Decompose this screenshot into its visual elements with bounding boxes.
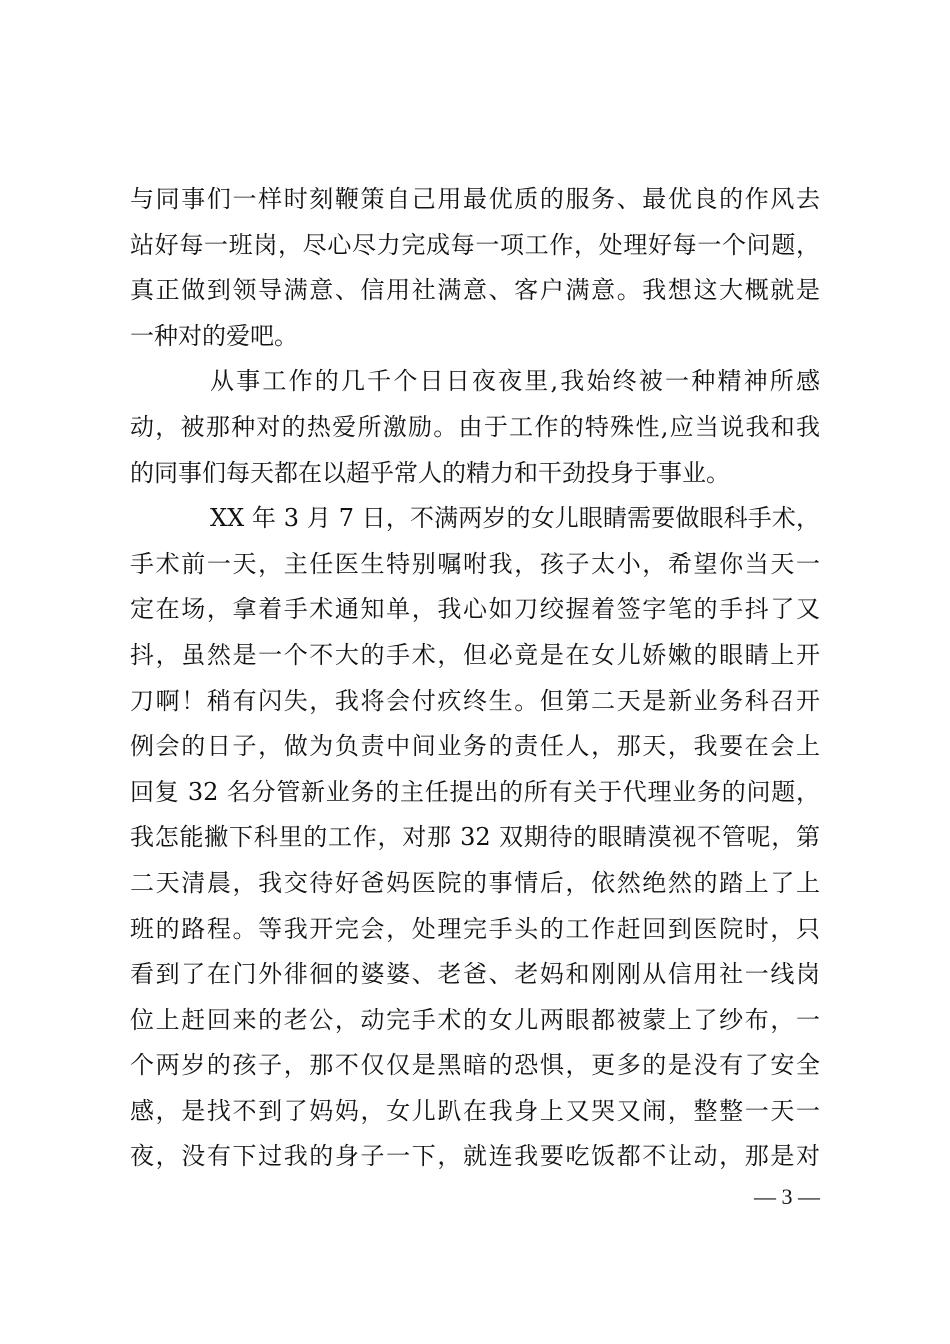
text-line: 抖，虽然是一个不大的手术，但必竟是在女儿娇嫩的眼睛上开 — [130, 640, 820, 669]
body-text — [130, 177, 820, 1180]
text-line: 位上赶回来的老公，动完手术的女儿两眼都被蒙上了纱布，一 — [130, 1005, 820, 1034]
text-line: 二天清晨，我交待好爸妈医院的事情后，依然绝然的踏上了上 — [130, 868, 820, 897]
text-line: 真正做到领导满意、信用社满意、客户满意。我想这大概就是 — [130, 276, 820, 305]
text-line: 一种对的爱吧。 — [130, 321, 298, 350]
text-line: 我怎能撇下科里的工作，对那 32 双期待的眼睛漠视不管呢，第 — [130, 823, 820, 852]
text-line: 例会的日子，做为负责中间业务的责任人，那天，我要在会上 — [130, 732, 820, 761]
text-line: 从事工作的几千个日日夜夜里,我始终被一种精神所感 — [210, 367, 820, 396]
paragraph-3 — [130, 496, 820, 1180]
page-number: — 3 — — [754, 1184, 820, 1209]
text-line: 手术前一天，主任医生特别嘱咐我，孩子太小，希望你当天一 — [130, 549, 820, 578]
paragraph-1 — [130, 177, 820, 359]
text-line: 回复 32 名分管新业务的主任提出的所有关于代理业务的问题， — [130, 777, 820, 806]
paragraph-2 — [130, 359, 820, 496]
text-line: 班的路程。等我开完会，处理完手头的工作赶回到医院时，只 — [130, 914, 820, 943]
text-line: 定在场，拿着手术通知单，我心如刀绞握着签字笔的手抖了又 — [130, 595, 820, 624]
text-line: 与同事们一样时刻鞭策自己用最优质的服务、最优良的作风去 — [130, 185, 820, 213]
text-line: 看到了在门外徘徊的婆婆、老爸、老妈和刚刚从信用社一线岗 — [130, 960, 820, 989]
text-line: XX 年 3 月 7 日，不满两岁的女儿眼睛需要做眼科手术， — [210, 504, 820, 533]
text-line: 动，被那种对的热爱所激励。由于工作的特殊性,应当说我和我 — [130, 412, 820, 441]
text-line: 刀啊！稍有闪失，我将会付疚终生。但第二天是新业务科召开 — [130, 686, 820, 715]
text-line: 夜，没有下过我的身子一下，就连我要吃饭都不让动，那是对 — [130, 1142, 820, 1171]
text-line: 感，是找不到了妈妈，女儿趴在我身上又哭又闹，整整一天一 — [130, 1096, 820, 1125]
text-line: 的同事们每天都在以超乎常人的精力和干劲投身于事业。 — [130, 458, 730, 487]
text-line: 站好每一班岗，尽心尽力完成每一项工作，处理好每一个问题， — [130, 230, 820, 259]
text-line: 个两岁的孩子，那不仅仅是黑暗的恐惧，更多的是没有了安全 — [130, 1051, 820, 1080]
